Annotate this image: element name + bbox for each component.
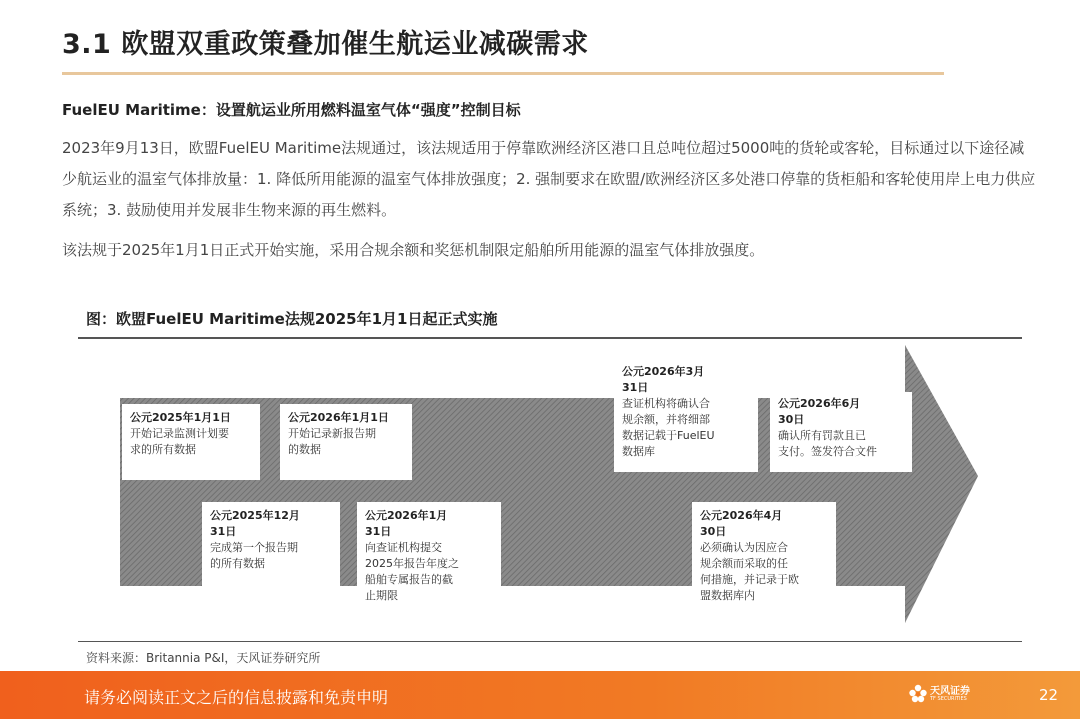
figure-caption: 图：欧盟FuelEU Maritime法规2025年1月1日起正式实施 xyxy=(86,310,498,328)
timeline-date: 公元2026年1月1日 xyxy=(288,411,389,424)
timeline-item-2026-06-30 xyxy=(770,392,912,472)
timeline-item-2026-04-30 xyxy=(692,502,836,620)
page-number: 22 xyxy=(1039,686,1059,704)
timeline-date: 公元2025年12月 31日 xyxy=(210,509,300,538)
timeline-desc: 开始记录监测计划要 求的所有数据 xyxy=(130,427,229,456)
slide-title: 3.1 欧盟双重政策叠加催生航运业减碳需求 xyxy=(62,29,589,60)
timeline-desc: 完成第一个报告期 的所有数据 xyxy=(210,541,298,570)
logo-subtext: TF SECURITIES xyxy=(930,696,967,702)
source-note: 资料来源：Britannia P&I，天风证券研究所 xyxy=(86,651,321,665)
timeline-desc: 向查证机构提交 2025年报告年度之 船舶专属报告的截 止期限 xyxy=(365,541,459,602)
timeline-desc: 确认所有罚款且已 支付。签发符合文件 xyxy=(778,429,877,458)
timeline-desc: 必须确认为因应合 规余额而采取的任 何措施，并记录于欧 盟数据库内 xyxy=(700,541,799,602)
flower-icon xyxy=(908,683,928,707)
company-logo xyxy=(908,680,978,712)
logo-text: 天风证券 xyxy=(930,686,970,697)
footer-disclaimer[interactable]: 请务必阅读正文之后的信息披露和免责申明 xyxy=(84,688,389,707)
timeline-item-2026-01-31 xyxy=(357,502,501,620)
body-paragraph-2: 该法规于2025年1月1日正式开始实施，采用合规余额和奖惩机制限定船舶所用能源的温室气体排放强度。 xyxy=(62,241,765,259)
timeline-date: 公元2026年4月 30日 xyxy=(700,509,783,538)
timeline-item-2026-01-01 xyxy=(280,404,412,480)
figure-bottom-rule xyxy=(78,641,1022,642)
timeline-item-2025-12-31 xyxy=(202,502,340,592)
timeline-date: 公元2025年1月1日 xyxy=(130,411,231,424)
section-heading: FuelEU Maritime：设置航运业所用燃料温室气体“强度”控制目标 xyxy=(62,101,521,119)
body-paragraph-1: 2023年9月13日，欧盟FuelEU Maritime法规通过，该法规适用于停靠欧洲经济区港口且总吨位超过5000吨的货轮或客轮，目标通过以下途径减少航运业的温室气体排放量：1. 降低所用能源的温室气体排放强度；2. 强制要求在欧盟/欧洲经济区多处港口停靠的货柜船和客轮使用岸上电力供应系统；3. 鼓励使用并发展非生物来源的再生燃料。 xyxy=(62,139,1036,219)
timeline-date: 公元2026年3月 31日 xyxy=(622,365,705,394)
timeline-date: 公元2026年6月 30日 xyxy=(778,397,861,426)
timeline-desc: 查证机构将确认合 规余额，并将细部 数据记载于FuelEU 数据库 xyxy=(622,397,715,458)
timeline-desc: 开始记录新报告期 的数据 xyxy=(288,427,376,456)
timeline-item-2025-01-01 xyxy=(122,404,260,480)
timeline-item-2026-03-31 xyxy=(614,360,758,472)
timeline-date: 公元2026年1月 31日 xyxy=(365,509,448,538)
